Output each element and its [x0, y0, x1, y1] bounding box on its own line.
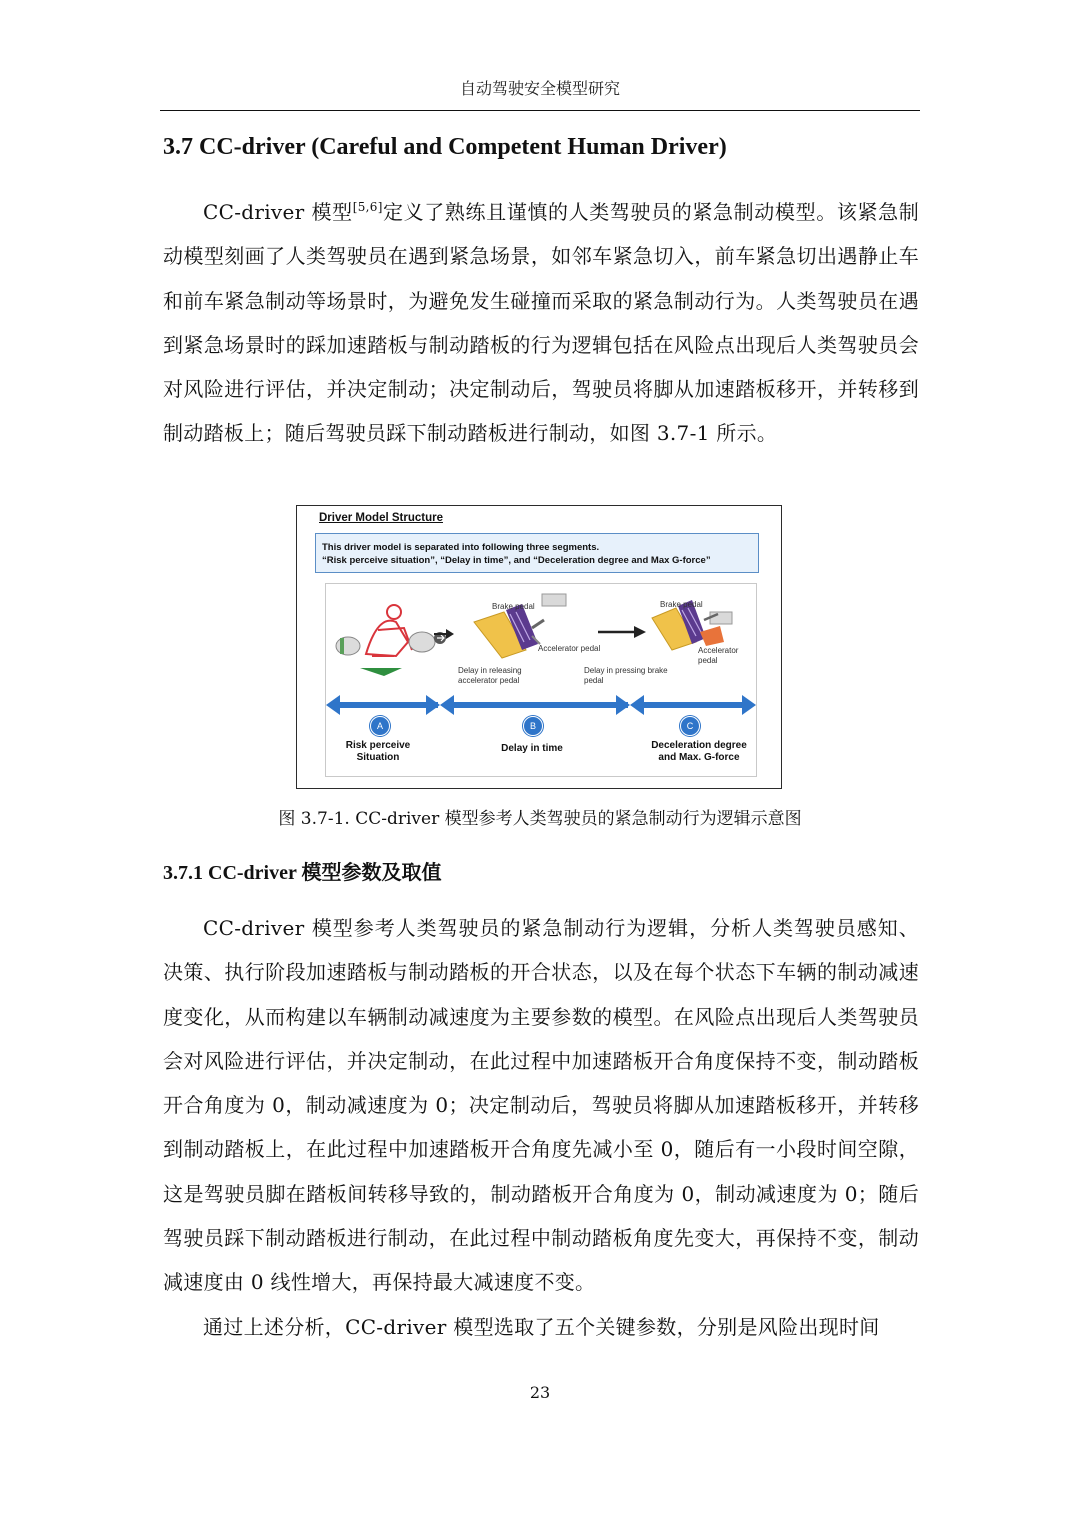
paragraph-parameters: 通过上述分析，CC-driver 模型选取了五个关键参数，分别是风险出现时间 — [203, 1315, 880, 1339]
timeline-arrows — [326, 695, 756, 715]
accelerator-pedal-label-b: Accelerator pedal — [538, 644, 601, 653]
segment-a-badge: A — [370, 716, 390, 736]
paragraph-intro-lead: CC-driver 模型 — [203, 200, 353, 224]
figure-caption: 图 3.7-1. CC-driver 模型参考人类驾驶员的紧急制动行为逻辑示意图 — [278, 809, 802, 829]
figure-diagram — [325, 583, 757, 777]
brake-pedal-label-b: Brake pedal — [492, 602, 535, 611]
citation[interactable]: [5,6] — [352, 200, 383, 214]
driver-illustration — [336, 605, 446, 676]
paragraph-intro-body: 定义了熟练且谨慎的人类驾驶员的紧急制动模型。该紧急制动模型刻画了人类驾驶员在遇到紧急场景，如邻车紧急切入，前车紧急切出遇静止车和前车紧急制动等场景时，为避免发生碰撞而采取的紧急制动行为。人类驾驶员在遇到紧急场景时的踩加速踏板与制动踏板的行为逻辑包括在风险点出现后人类驾驶员会对风险进行评估，并决定制动；决定制动后，驾驶员将脚从加速踏板移开，并转移到制动踏板上；随后驾驶员踩下制动踏板进行制动，如图 3.7-1 所示。 — [163, 200, 919, 446]
segment-a-label: Risk perceive Situation — [345, 740, 411, 763]
header-rule — [160, 110, 920, 111]
figure-desc-line1: This driver model is separated into following three segments. — [322, 542, 600, 553]
figure-driver-model — [296, 505, 782, 789]
segment-b-label: Delay in time — [501, 743, 563, 754]
section-title: 3.7 CC-driver (Careful and Competent Human Driver) — [163, 134, 727, 160]
brake-pedal-label-c: Brake pedal — [660, 600, 703, 609]
segment-c-badge: C — [680, 716, 700, 736]
subsection-title: 3.7.1 CC-driver 模型参数及取值 — [163, 862, 442, 884]
running-header: 自动驾驶安全模型研究 — [459, 79, 620, 98]
page-number: 23 — [529, 1383, 551, 1402]
delay-release-label: Delay in releasing accelerator pedal — [458, 666, 522, 685]
paragraph-analysis: CC-driver 模型参考人类驾驶员的紧急制动行为逻辑，分析人类驾驶员感知、决策、执行阶段加速踏板与制动踏板的开合状态，以及在每个状态下车辆的制动减速度变化，从而构建以车辆制动减速度为主要参数的模型。在风险点出现后人类驾驶员会对风险进行评估，并决定制动，在此过程中加速踏板开合角度保持不变，制动踏板开合角度为 0，制动减速度为 0；决定制动后，驾驶员将脚从加速踏板移开，并转移到制动踏板上，在此过程中加速踏板开合角度先减小至 0，随后有一小段时间空隙，这是驾驶员脚在踏板间转移导致的，制动踏板开合角度为 0，制动减速度为 0；随后驾驶员踩下制动踏板进行制动，在此过程中制动踏板角度先变大，再保持不变，制动减速度由 0 线性增大，再保持最大减速度不变。 — [163, 916, 919, 1295]
paragraph-intro — [163, 190, 919, 456]
segment-b-badge: B — [523, 716, 543, 736]
figure-title: Driver Model Structure — [319, 512, 443, 524]
segment-c-label: Deceleration degree and Max. G-force — [651, 740, 747, 763]
figure-description — [315, 533, 759, 573]
figure-desc-line2: “Risk perceive situation”, “Delay in time”, and “Deceleration degree and Max G-force” — [322, 555, 711, 566]
accelerator-pedal-label-c: Accelerator pedal — [698, 646, 739, 665]
delay-press-label: Delay in pressing brake pedal — [584, 666, 668, 685]
